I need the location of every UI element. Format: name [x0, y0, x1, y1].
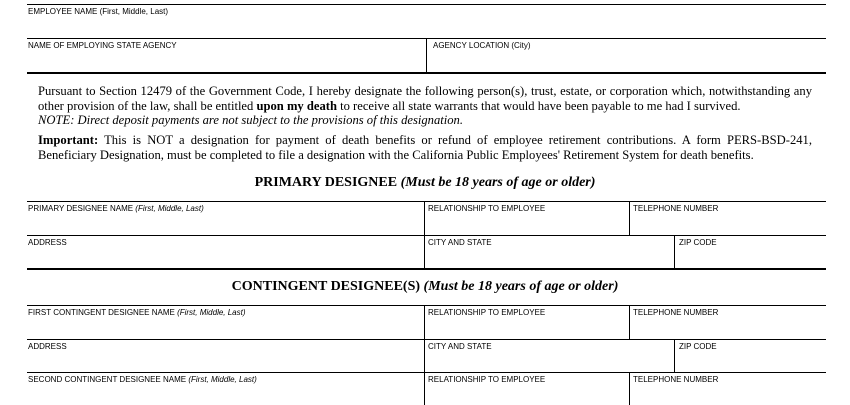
contingent-heading-note: (Must be 18 years of age or older): [423, 279, 619, 294]
contingent-row2-divider-1: [424, 339, 425, 373]
employee-name-label: EMPLOYEE NAME (First, Middle, Last): [28, 7, 169, 16]
first-contingent-name-label-note: (First, Middle, Last): [177, 308, 246, 317]
contingent-row1-divider-1: [424, 305, 425, 339]
primary-name-label-note: (First, Middle, Last): [135, 204, 204, 213]
second-contingent-telephone-label: TELEPHONE NUMBER: [633, 375, 719, 384]
primary-zip-field[interactable]: [681, 249, 821, 266]
first-contingent-address-label: ADDRESS: [28, 342, 67, 351]
primary-city-state-field[interactable]: [430, 249, 668, 266]
second-contingent-name-label-note: (First, Middle, Last): [188, 375, 257, 384]
statement-emphasis: upon my death: [256, 98, 337, 113]
second-contingent-name-label-text: SECOND CONTINGENT DESIGNEE NAME: [28, 375, 189, 384]
primary-address-label: ADDRESS: [28, 238, 67, 247]
first-contingent-name-label: [28, 308, 246, 317]
first-contingent-city-state-field[interactable]: [430, 353, 668, 370]
primary-name-label: [28, 204, 204, 213]
contingent-row3-top-rule: [27, 372, 826, 373]
contingent-row2-top-rule: [27, 339, 826, 340]
important-label: Important:: [38, 133, 99, 147]
employee-name-field[interactable]: [30, 17, 820, 35]
first-contingent-telephone-label: TELEPHONE NUMBER: [633, 308, 719, 317]
primary-row2-top-rule: [27, 235, 826, 236]
primary-telephone-label: TELEPHONE NUMBER: [633, 204, 719, 213]
primary-heading-note: (Must be 18 years of age or older): [400, 175, 596, 190]
primary-designee-heading: [0, 175, 850, 191]
first-contingent-name-field[interactable]: [30, 319, 418, 336]
primary-name-label-text: PRIMARY DESIGNEE NAME: [28, 204, 136, 213]
agency-row-divider: [426, 38, 427, 73]
designation-statement: [38, 84, 812, 128]
direct-deposit-note: NOTE: Direct deposit payments are not subject to the provisions of this designation.: [38, 113, 464, 127]
contingent-row3-divider-1: [424, 372, 425, 405]
primary-row2-divider-1: [424, 235, 425, 269]
primary-address-field[interactable]: [30, 249, 418, 266]
top-rule: [27, 4, 826, 5]
primary-heading-text: PRIMARY DESIGNEE: [254, 175, 401, 190]
agency-location-label: AGENCY LOCATION (City): [433, 41, 531, 50]
primary-telephone-field[interactable]: [635, 215, 821, 232]
agency-name-field[interactable]: [30, 52, 420, 70]
first-contingent-telephone-field[interactable]: [635, 319, 821, 336]
contingent-designee-heading: [0, 279, 850, 295]
first-contingent-address-field[interactable]: [30, 353, 418, 370]
agency-name-label: NAME OF EMPLOYING STATE AGENCY: [28, 41, 177, 50]
first-contingent-city-state-label: CITY AND STATE: [428, 342, 492, 351]
contingent-row1-divider-2: [629, 305, 630, 339]
primary-zip-label: ZIP CODE: [679, 238, 717, 247]
agency-row-bottom-rule: [27, 72, 826, 74]
statement-text-2: to receive all state warrants that would have been payable to me had I survived.: [336, 98, 741, 113]
contingent-heading-text: CONTINGENT DESIGNEE(S): [231, 279, 424, 294]
primary-row2-divider-2: [674, 235, 675, 269]
first-contingent-zip-field[interactable]: [681, 353, 821, 370]
primary-name-field[interactable]: [30, 215, 418, 232]
important-text: This is NOT a designation for payment of death benefits or refund of employee retirement contributions. A form PERS-BSD-241, Beneficiary Designation, must be completed to file a designation with the California Public Employees' Retirement System for death benefits.: [38, 133, 812, 162]
contingent-row3-divider-2: [629, 372, 630, 405]
primary-row1-divider-1: [424, 201, 425, 235]
important-notice: [38, 133, 812, 162]
second-contingent-name-field[interactable]: [30, 386, 418, 402]
first-contingent-name-label-text: FIRST CONTINGENT DESIGNEE NAME: [28, 308, 178, 317]
statement-text-1: Pursuant to Section 12479 of the Government Code, I hereby designate the following person(s), trust, estate, or corporation which, notwithstanding any other provision of the law, shall be entitled: [38, 84, 812, 113]
second-contingent-telephone-field[interactable]: [635, 386, 821, 402]
contingent-row1-top-rule: [27, 305, 826, 306]
primary-row1-divider-2: [629, 201, 630, 235]
second-contingent-relationship-label: RELATIONSHIP TO EMPLOYEE: [428, 375, 546, 384]
primary-row1-top-rule: [27, 201, 826, 202]
primary-relationship-field[interactable]: [430, 215, 624, 232]
first-contingent-relationship-field[interactable]: [430, 319, 624, 336]
primary-bottom-rule: [27, 268, 826, 270]
first-contingent-zip-label: ZIP CODE: [679, 342, 717, 351]
agency-location-field[interactable]: [433, 52, 821, 70]
second-contingent-relationship-field[interactable]: [430, 386, 624, 402]
contingent-row2-divider-2: [674, 339, 675, 373]
second-contingent-name-label: [28, 375, 257, 384]
first-contingent-relationship-label: RELATIONSHIP TO EMPLOYEE: [428, 308, 546, 317]
primary-city-state-label: CITY AND STATE: [428, 238, 492, 247]
primary-relationship-label: RELATIONSHIP TO EMPLOYEE: [428, 204, 546, 213]
